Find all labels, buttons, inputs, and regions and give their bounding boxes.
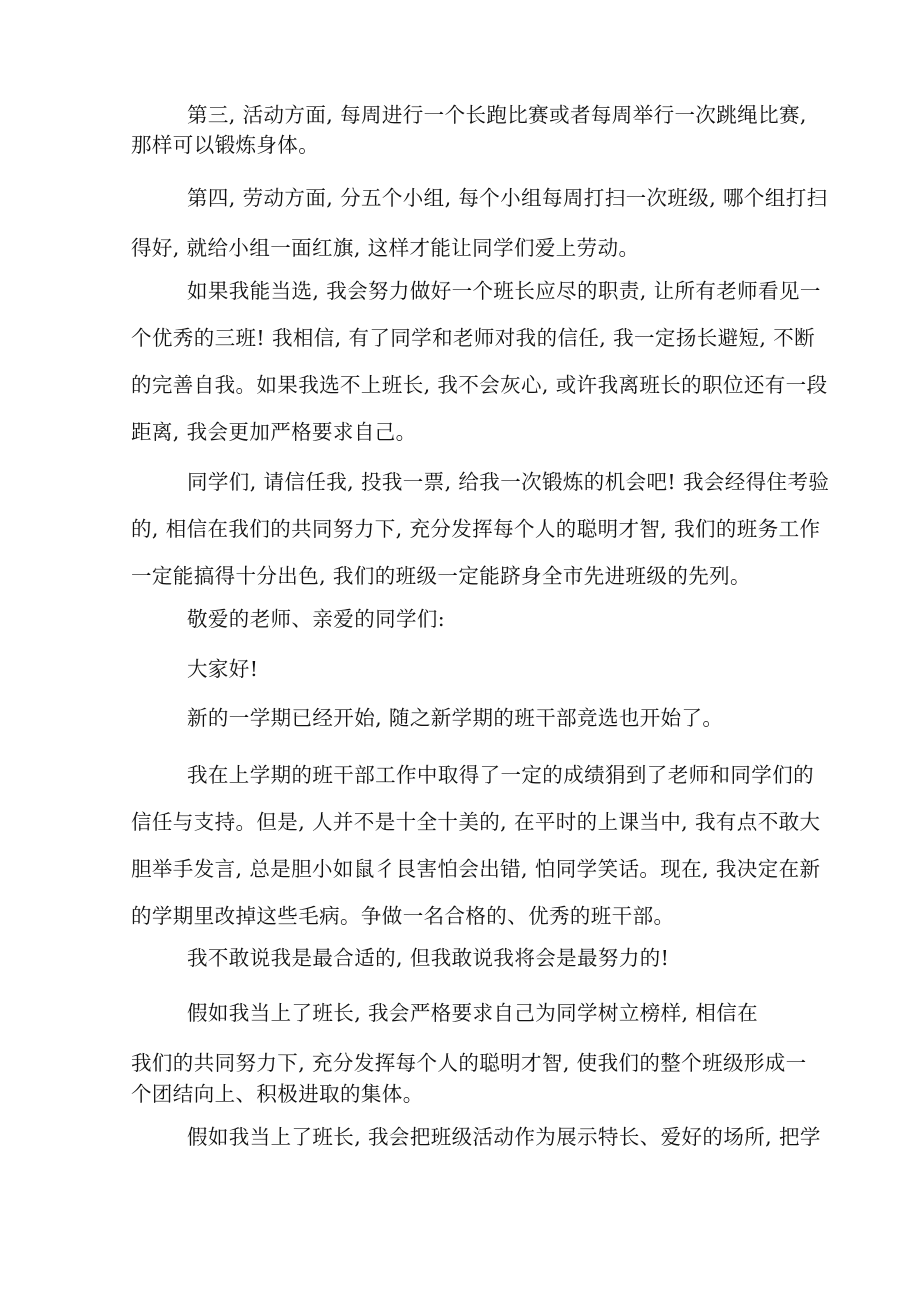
- text-line: 的完善自我。如果我选不上班长, 我不会灰心, 或许我离班长的职位还有一段: [131, 373, 828, 397]
- paragraph-greeting: [131, 654, 801, 684]
- paragraph-activities: [131, 100, 807, 160]
- text-line: 个优秀的三班! 我相信, 有了同学和老师对我的信任, 我一定扬长避短, 不断: [131, 326, 816, 350]
- text-line: 胆举手发言, 总是胆小如鼠彳艮害怕会出错, 怕同学笑话。现在, 我决定在新: [131, 857, 821, 881]
- paragraph-labor: [131, 173, 828, 273]
- paragraph-collective: [131, 1048, 807, 1110]
- text-line: 我们的共同努力下, 充分发挥每个人的聪明才智, 使我们的整个班级形成一: [131, 1051, 807, 1075]
- text-line: 信任与支持。但是, 人并不是十全十美的, 在平时的上课当中, 我有点不敢大: [131, 810, 821, 834]
- paragraph-salutation: [131, 604, 801, 634]
- paragraph-if-elected: [131, 268, 828, 456]
- text-line: 敬爱的老师、亲爱的同学们:: [187, 607, 446, 631]
- paragraph-last-term: [131, 752, 821, 940]
- text-line: 那样可以锻炼身体。: [131, 133, 320, 157]
- paragraph-new-term: [131, 703, 801, 733]
- text-line: 的学期里改掉这些毛病。争做一名合格的、优秀的班干部。: [131, 904, 675, 928]
- paragraph-effort: [131, 943, 801, 973]
- paragraph-role-model: [131, 998, 801, 1028]
- text-line: 第三, 活动方面, 每周进行一个长跑比赛或者每周举行一次跳绳比赛,: [187, 103, 807, 127]
- text-line: 一定能搞得十分出色, 我们的班级一定能跻身全市先进班级的先列。: [131, 564, 751, 588]
- text-line: 假如我当上了班长, 我会把班级活动作为展示特长、爱好的场所, 把学: [187, 1125, 821, 1149]
- paragraph-class-activities: [131, 1122, 821, 1152]
- text-line: 如果我能当选, 我会努力做好一个班长应尽的职责, 让所有老师看见一: [187, 279, 821, 303]
- text-line: 我不敢说我是最合适的, 但我敢说我将会是最努力的!: [187, 946, 670, 970]
- text-line: 同学们, 请信任我, 投我一票, 给我一次锻炼的机会吧! 我会经得住考验: [187, 470, 830, 494]
- text-line: 新的一学期已经开始, 随之新学期的班干部竞选也开始了。: [187, 706, 724, 730]
- paragraph-vote-appeal: [131, 459, 830, 600]
- text-line: 个团结向上、积极进取的集体。: [131, 1082, 424, 1106]
- text-line: 第四, 劳动方面, 分五个小组, 每个小组每周打扫一次班级, 哪个组打扫: [187, 186, 828, 210]
- text-line: 距离, 我会更加严格要求自己。: [131, 420, 417, 444]
- text-line: 假如我当上了班长, 我会严格要求自己为同学树立榜样, 相信在: [187, 1001, 759, 1025]
- text-line: 我在上学期的班干部工作中取得了一定的成绩狷到了老师和同学们的: [187, 763, 814, 787]
- text-line: 大家好!: [187, 657, 259, 681]
- text-line: 的, 相信在我们的共同努力下, 充分发挥每个人的聪明才智, 我们的班务工作: [131, 517, 821, 541]
- text-line: 得好, 就给小组一面红旗, 这样才能让同学们爱上劳动。: [131, 236, 640, 260]
